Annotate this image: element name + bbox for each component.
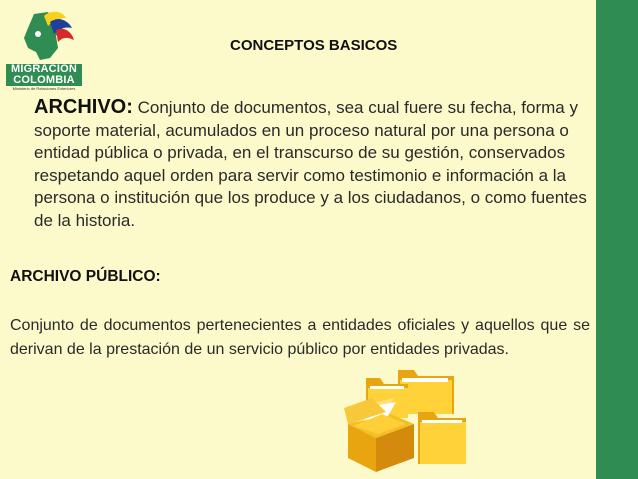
archivo-definition-block xyxy=(34,96,590,233)
archivo-publico-heading: ARCHIVO PÚBLICO: xyxy=(10,268,161,285)
logo-line1: MIGRACIÓN xyxy=(6,64,82,75)
slide-title: CONCEPTOS BASICOS xyxy=(230,37,398,54)
folders-and-file-box-icon xyxy=(342,364,470,476)
migracion-colombia-logo xyxy=(6,4,82,91)
colombia-map-icon xyxy=(14,8,76,64)
archivo-term: ARCHIVO: xyxy=(34,96,133,118)
logo-line2: COLOMBIA xyxy=(6,75,82,86)
archivo-definition: Conjunto de documentos, sea cual fuere su fecha, forma y soporte material, acumulados en un proceso natural por una persona o entidad pública o privada, en el transcurso de su gestión, conservados respetando aquel orden para servir como testimonio e información a la persona o institución que los produce y a los ciudadanos, o como fuentes de la historia. xyxy=(34,98,587,230)
archivo-publico-definition: Conjunto de documentos pertenecientes a entidades oficiales y aquellos que se derivan de la prestación de un servicio público por entidades privadas. xyxy=(10,317,590,358)
folder-icon xyxy=(418,412,466,464)
logo-tagline: Ministerio de Relaciones Exteriores xyxy=(12,86,76,91)
side-accent-bar xyxy=(596,0,638,479)
